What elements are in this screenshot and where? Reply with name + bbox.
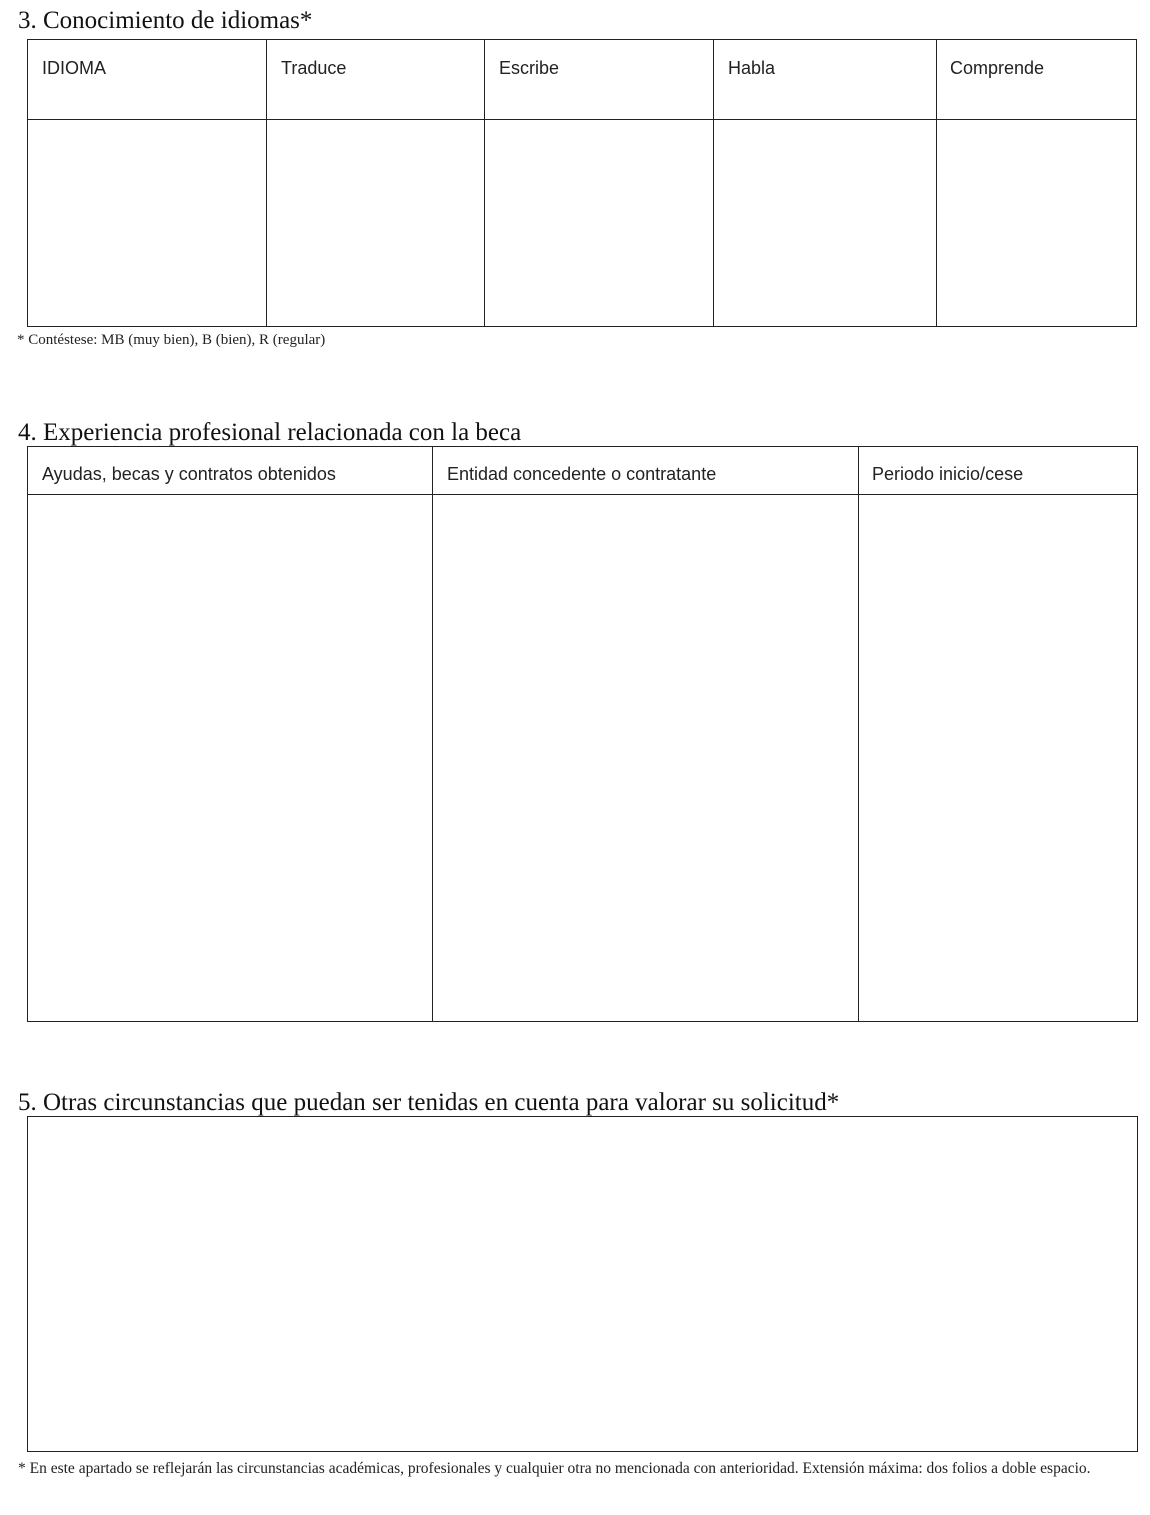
ayudas-cell[interactable] bbox=[28, 495, 432, 1021]
experience-table bbox=[27, 446, 1138, 1022]
col-header-ayudas: Ayudas, becas y contratos obtenidos bbox=[42, 464, 336, 484]
periodo-cell[interactable] bbox=[859, 495, 1136, 1021]
col-header-periodo: Periodo inicio/cese bbox=[872, 464, 1024, 484]
languages-table bbox=[27, 39, 1137, 327]
section-4-title: 4. Experiencia profesional relacionada con la beca bbox=[18, 419, 522, 446]
col-header-comprende: Comprende bbox=[950, 58, 1045, 78]
section-3-footnote: * Contéstese: MB (muy bien), B (bien), R (regular) bbox=[17, 332, 326, 348]
habla-cell[interactable] bbox=[714, 120, 936, 326]
col-header-entidad: Entidad concedente o contratante bbox=[447, 464, 717, 484]
traduce-cell[interactable] bbox=[267, 120, 484, 326]
section-3-title: 3. Conocimiento de idiomas* bbox=[18, 7, 313, 34]
col-header-idioma: IDIOMA bbox=[42, 58, 107, 78]
entidad-cell[interactable] bbox=[433, 495, 858, 1021]
other-circumstances-box[interactable] bbox=[27, 1116, 1138, 1452]
escribe-cell[interactable] bbox=[485, 120, 713, 326]
col-header-escribe: Escribe bbox=[499, 58, 560, 78]
languages-header-row bbox=[28, 40, 1136, 120]
col-header-traduce: Traduce bbox=[281, 58, 347, 78]
comprende-cell[interactable] bbox=[937, 120, 1136, 326]
col-header-habla: Habla bbox=[728, 58, 776, 78]
idioma-cell[interactable] bbox=[28, 120, 266, 326]
section-5-title: 5. Otras circunstancias que puedan ser tenidas en cuenta para valorar su solicitud* bbox=[18, 1089, 840, 1116]
section-5-footnote: * En este apartado se reflejarán las circunstancias académicas, profesionales y cualquier otra no mencionada con anterioridad. Extensión máxima: dos folios a doble espacio. bbox=[18, 1460, 1091, 1477]
